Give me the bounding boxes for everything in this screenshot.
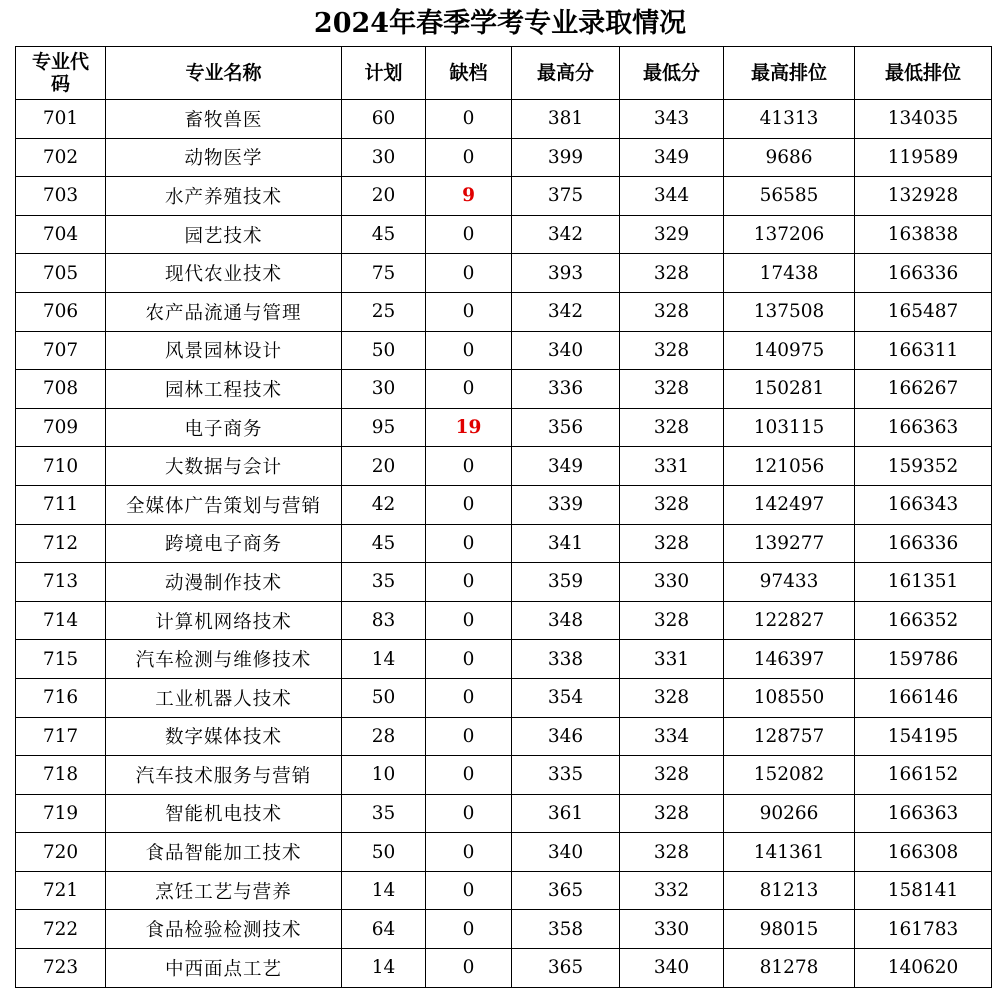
cell-min-rank: 166308 [855, 833, 992, 872]
cell-max-score: 365 [512, 871, 620, 910]
table-row [16, 292, 992, 331]
cell-max-score: 336 [512, 370, 620, 409]
cell-max-rank: 98015 [724, 910, 855, 949]
cell-major-name: 水产养殖技术 [106, 177, 342, 216]
cell-major-name: 烹饪工艺与营养 [106, 871, 342, 910]
cell-min-rank: 163838 [855, 215, 992, 254]
cell-major-code: 708 [16, 370, 106, 409]
header-max-rank: 最高排位 [724, 47, 855, 100]
table-row [16, 949, 992, 988]
table-row [16, 524, 992, 563]
cell-shortfall: 0 [426, 949, 512, 988]
cell-max-score: 340 [512, 331, 620, 370]
cell-plan: 42 [342, 485, 426, 524]
cell-min-score: 328 [620, 756, 724, 795]
cell-major-name: 现代农业技术 [106, 254, 342, 293]
cell-min-score: 340 [620, 949, 724, 988]
cell-max-score: 342 [512, 215, 620, 254]
page-title: 2024年春季学考专业录取情况 [313, 8, 687, 39]
cell-min-score: 328 [620, 601, 724, 640]
cell-max-rank: 152082 [724, 756, 855, 795]
table-row [16, 833, 992, 872]
cell-min-rank: 166352 [855, 601, 992, 640]
cell-major-code: 707 [16, 331, 106, 370]
cell-min-rank: 166336 [855, 254, 992, 293]
cell-major-code: 706 [16, 292, 106, 331]
cell-major-code: 711 [16, 485, 106, 524]
cell-min-score: 328 [620, 292, 724, 331]
header-min-rank: 最低排位 [855, 47, 992, 100]
cell-min-score: 328 [620, 485, 724, 524]
cell-major-name: 汽车检测与维修技术 [106, 640, 342, 679]
cell-plan: 20 [342, 447, 426, 486]
cell-major-code: 702 [16, 138, 106, 177]
cell-max-score: 354 [512, 678, 620, 717]
cell-max-rank: 121056 [724, 447, 855, 486]
cell-min-rank: 161783 [855, 910, 992, 949]
cell-min-rank: 119589 [855, 138, 992, 177]
table-row [16, 910, 992, 949]
cell-major-name: 园艺技术 [106, 215, 342, 254]
cell-major-name: 风景园林设计 [106, 331, 342, 370]
cell-min-rank: 161351 [855, 563, 992, 602]
table-row [16, 794, 992, 833]
cell-max-score: 349 [512, 447, 620, 486]
cell-min-score: 349 [620, 138, 724, 177]
cell-min-score: 328 [620, 524, 724, 563]
table-header-row [16, 47, 992, 100]
cell-max-rank: 17438 [724, 254, 855, 293]
table-row [16, 215, 992, 254]
cell-min-rank: 158141 [855, 871, 992, 910]
cell-min-rank: 159786 [855, 640, 992, 679]
cell-max-rank: 41313 [724, 100, 855, 139]
cell-shortfall: 0 [426, 292, 512, 331]
table-row [16, 447, 992, 486]
cell-max-score: 338 [512, 640, 620, 679]
cell-major-name: 电子商务 [106, 408, 342, 447]
cell-max-score: 381 [512, 100, 620, 139]
cell-plan: 50 [342, 678, 426, 717]
cell-min-rank: 166267 [855, 370, 992, 409]
cell-max-rank: 146397 [724, 640, 855, 679]
cell-plan: 50 [342, 331, 426, 370]
cell-plan: 35 [342, 794, 426, 833]
cell-plan: 30 [342, 370, 426, 409]
cell-max-score: 341 [512, 524, 620, 563]
cell-major-code: 717 [16, 717, 106, 756]
cell-max-rank: 56585 [724, 177, 855, 216]
table-body [16, 100, 992, 988]
cell-major-code: 719 [16, 794, 106, 833]
cell-max-rank: 128757 [724, 717, 855, 756]
cell-major-code: 716 [16, 678, 106, 717]
cell-plan: 14 [342, 640, 426, 679]
cell-max-rank: 139277 [724, 524, 855, 563]
cell-min-score: 328 [620, 678, 724, 717]
cell-plan: 10 [342, 756, 426, 795]
cell-major-code: 712 [16, 524, 106, 563]
cell-max-score: 340 [512, 833, 620, 872]
cell-major-name: 智能机电技术 [106, 794, 342, 833]
cell-min-score: 331 [620, 640, 724, 679]
cell-major-name: 农产品流通与管理 [106, 292, 342, 331]
table-row [16, 717, 992, 756]
cell-shortfall: 0 [426, 717, 512, 756]
cell-major-code: 703 [16, 177, 106, 216]
cell-min-score: 332 [620, 871, 724, 910]
cell-shortfall: 0 [426, 370, 512, 409]
cell-plan: 35 [342, 563, 426, 602]
cell-plan: 83 [342, 601, 426, 640]
cell-plan: 64 [342, 910, 426, 949]
cell-max-rank: 122827 [724, 601, 855, 640]
cell-major-name: 食品智能加工技术 [106, 833, 342, 872]
cell-min-rank: 132928 [855, 177, 992, 216]
cell-shortfall: 0 [426, 215, 512, 254]
cell-min-score: 343 [620, 100, 724, 139]
cell-major-code: 721 [16, 871, 106, 910]
table-row [16, 871, 992, 910]
cell-major-name: 大数据与会计 [106, 447, 342, 486]
cell-max-score: 399 [512, 138, 620, 177]
cell-major-code: 714 [16, 601, 106, 640]
cell-plan: 28 [342, 717, 426, 756]
cell-major-code: 720 [16, 833, 106, 872]
cell-major-code: 709 [16, 408, 106, 447]
cell-max-score: 342 [512, 292, 620, 331]
header-max-score: 最高分 [512, 47, 620, 100]
cell-shortfall: 0 [426, 794, 512, 833]
cell-shortfall: 0 [426, 138, 512, 177]
cell-min-rank: 166363 [855, 408, 992, 447]
cell-min-score: 328 [620, 408, 724, 447]
cell-major-name: 食品检验检测技术 [106, 910, 342, 949]
admission-table [15, 46, 992, 988]
cell-major-code: 713 [16, 563, 106, 602]
cell-max-score: 356 [512, 408, 620, 447]
cell-min-rank: 166336 [855, 524, 992, 563]
cell-plan: 75 [342, 254, 426, 293]
header-plan: 计划 [342, 47, 426, 100]
cell-min-score: 328 [620, 254, 724, 293]
cell-plan: 20 [342, 177, 426, 216]
table-row [16, 177, 992, 216]
table-row [16, 331, 992, 370]
cell-major-code: 715 [16, 640, 106, 679]
cell-plan: 45 [342, 524, 426, 563]
cell-major-code: 710 [16, 447, 106, 486]
table-row [16, 563, 992, 602]
cell-shortfall: 0 [426, 254, 512, 293]
cell-shortfall: 0 [426, 871, 512, 910]
cell-min-rank: 165487 [855, 292, 992, 331]
cell-plan: 14 [342, 949, 426, 988]
cell-shortfall: 9 [426, 177, 512, 216]
cell-max-rank: 137508 [724, 292, 855, 331]
cell-max-rank: 150281 [724, 370, 855, 409]
cell-max-rank: 9686 [724, 138, 855, 177]
cell-shortfall: 0 [426, 447, 512, 486]
cell-major-name: 中西面点工艺 [106, 949, 342, 988]
cell-min-rank: 134035 [855, 100, 992, 139]
cell-max-score: 365 [512, 949, 620, 988]
cell-shortfall: 0 [426, 100, 512, 139]
cell-min-rank: 166146 [855, 678, 992, 717]
table-row [16, 100, 992, 139]
cell-max-score: 348 [512, 601, 620, 640]
cell-plan: 60 [342, 100, 426, 139]
cell-shortfall: 0 [426, 331, 512, 370]
cell-shortfall: 0 [426, 485, 512, 524]
cell-min-score: 329 [620, 215, 724, 254]
header-major-name: 专业名称 [106, 47, 342, 100]
cell-shortfall: 0 [426, 756, 512, 795]
cell-min-score: 328 [620, 794, 724, 833]
cell-major-code: 705 [16, 254, 106, 293]
cell-max-score: 361 [512, 794, 620, 833]
cell-major-name: 全媒体广告策划与营销 [106, 485, 342, 524]
table-row [16, 138, 992, 177]
cell-major-name: 数字媒体技术 [106, 717, 342, 756]
cell-shortfall: 0 [426, 640, 512, 679]
cell-major-name: 跨境电子商务 [106, 524, 342, 563]
cell-max-score: 335 [512, 756, 620, 795]
cell-major-code: 723 [16, 949, 106, 988]
header-min-score: 最低分 [620, 47, 724, 100]
header-major-code: 专业代码 [16, 47, 106, 100]
cell-max-rank: 137206 [724, 215, 855, 254]
table-row [16, 601, 992, 640]
cell-max-score: 359 [512, 563, 620, 602]
cell-max-score: 358 [512, 910, 620, 949]
cell-shortfall: 0 [426, 833, 512, 872]
table-row [16, 678, 992, 717]
table-row [16, 485, 992, 524]
cell-min-rank: 166343 [855, 485, 992, 524]
cell-max-score: 346 [512, 717, 620, 756]
cell-major-code: 704 [16, 215, 106, 254]
cell-min-score: 344 [620, 177, 724, 216]
cell-max-score: 339 [512, 485, 620, 524]
cell-min-score: 330 [620, 563, 724, 602]
cell-min-rank: 154195 [855, 717, 992, 756]
cell-plan: 25 [342, 292, 426, 331]
cell-major-name: 园林工程技术 [106, 370, 342, 409]
cell-min-score: 328 [620, 833, 724, 872]
cell-major-name: 动漫制作技术 [106, 563, 342, 602]
cell-max-rank: 103115 [724, 408, 855, 447]
cell-shortfall: 0 [426, 910, 512, 949]
cell-min-score: 330 [620, 910, 724, 949]
cell-plan: 45 [342, 215, 426, 254]
cell-major-code: 718 [16, 756, 106, 795]
cell-shortfall: 0 [426, 601, 512, 640]
cell-major-code: 722 [16, 910, 106, 949]
cell-shortfall: 0 [426, 678, 512, 717]
cell-max-score: 393 [512, 254, 620, 293]
cell-min-rank: 166363 [855, 794, 992, 833]
cell-plan: 14 [342, 871, 426, 910]
table-row [16, 640, 992, 679]
cell-max-score: 375 [512, 177, 620, 216]
cell-min-rank: 166311 [855, 331, 992, 370]
cell-shortfall: 0 [426, 563, 512, 602]
cell-max-rank: 81213 [724, 871, 855, 910]
cell-min-rank: 166152 [855, 756, 992, 795]
cell-min-score: 334 [620, 717, 724, 756]
cell-min-rank: 159352 [855, 447, 992, 486]
cell-min-rank: 140620 [855, 949, 992, 988]
cell-major-code: 701 [16, 100, 106, 139]
header-shortfall: 缺档 [426, 47, 512, 100]
cell-major-name: 畜牧兽医 [106, 100, 342, 139]
cell-min-score: 331 [620, 447, 724, 486]
table-row [16, 254, 992, 293]
cell-max-rank: 90266 [724, 794, 855, 833]
cell-max-rank: 108550 [724, 678, 855, 717]
cell-max-rank: 140975 [724, 331, 855, 370]
table-row [16, 408, 992, 447]
table-row [16, 756, 992, 795]
cell-shortfall: 0 [426, 524, 512, 563]
cell-max-rank: 142497 [724, 485, 855, 524]
table-row [16, 370, 992, 409]
cell-plan: 50 [342, 833, 426, 872]
cell-min-score: 328 [620, 331, 724, 370]
cell-max-rank: 81278 [724, 949, 855, 988]
cell-max-rank: 97433 [724, 563, 855, 602]
cell-shortfall: 19 [426, 408, 512, 447]
cell-major-name: 汽车技术服务与营销 [106, 756, 342, 795]
cell-max-rank: 141361 [724, 833, 855, 872]
cell-major-name: 动物医学 [106, 138, 342, 177]
cell-min-score: 328 [620, 370, 724, 409]
cell-major-name: 工业机器人技术 [106, 678, 342, 717]
cell-major-name: 计算机网络技术 [106, 601, 342, 640]
cell-plan: 30 [342, 138, 426, 177]
cell-plan: 95 [342, 408, 426, 447]
